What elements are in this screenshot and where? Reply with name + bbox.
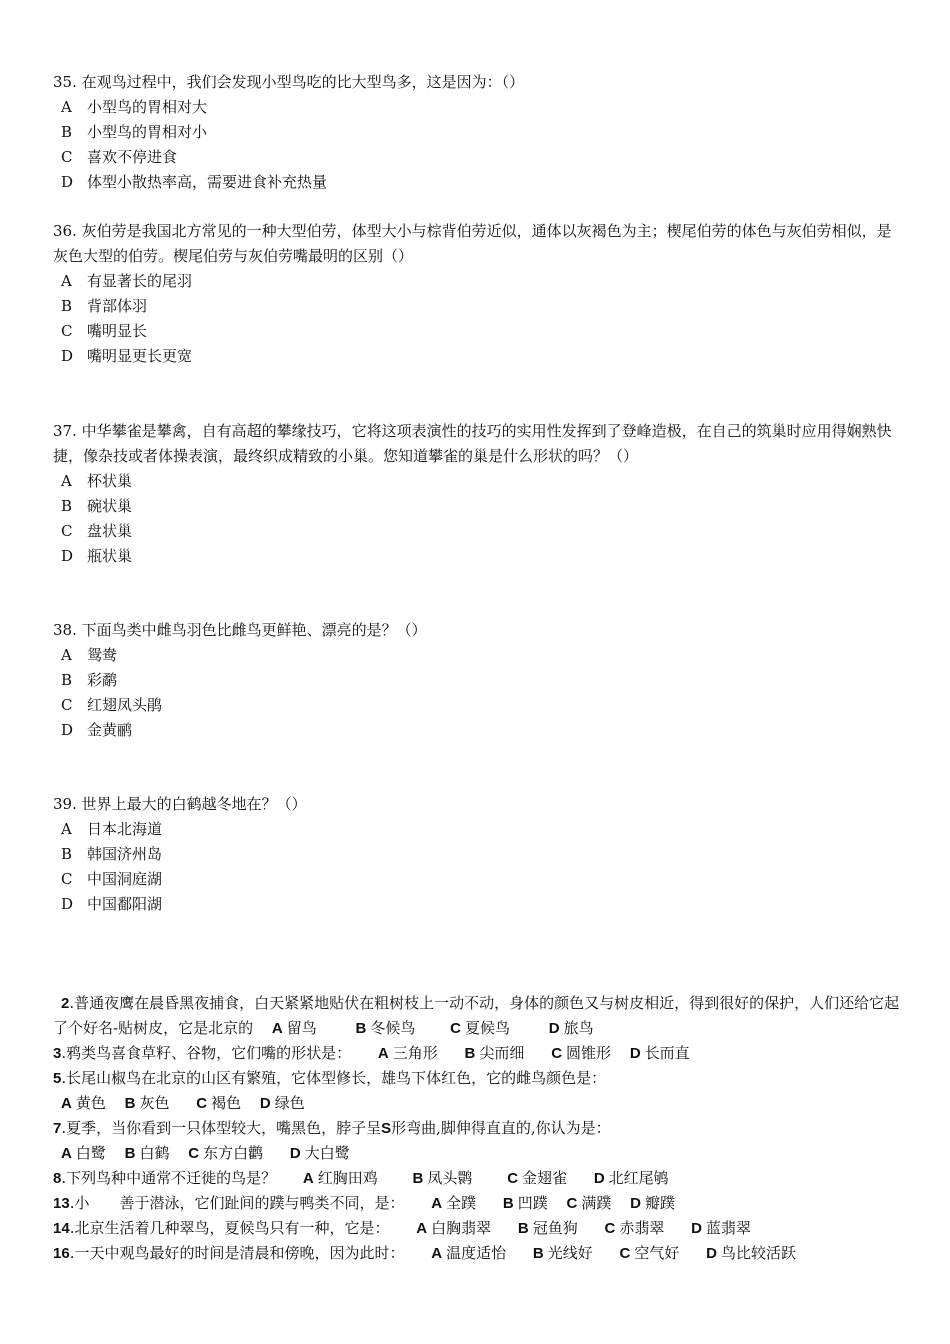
question-number: 5 [53, 1070, 62, 1087]
question-number: 8 [53, 1170, 62, 1187]
option-d-text: 鸟比较活跃 [721, 1244, 797, 1262]
option-c-text: 金翅雀 [522, 1169, 568, 1187]
option-c-text: 东方白鹳 [203, 1144, 264, 1162]
compact-question-block [53, 991, 903, 1266]
option-b: B 碗状巢 [61, 497, 133, 515]
option-a-text: 红胸田鸡 [317, 1169, 378, 1187]
question-5-options: A 黄色 B 灰色 C 褐色 D 绿色 [61, 1094, 305, 1112]
option-c-text: 空气好 [634, 1244, 680, 1262]
question-39 [53, 792, 901, 917]
question-36 [53, 219, 901, 369]
question-35 [53, 70, 901, 195]
option-b-text: 白鹤 [139, 1144, 170, 1162]
option-a-text: 白鹭 [75, 1144, 106, 1162]
option-d-text: 北红尾鸲 [608, 1169, 669, 1187]
question-text: .普通夜鹰在晨昏黑夜捕食，白天紧紧地贴伏在粗树枝上一动不动，身体的颜色又与树皮相近，得到很好的保护，人们还给它起了个好名-贴树皮，它是北京的 [53, 994, 900, 1037]
option-b: B 彩鹬 [61, 671, 118, 689]
question-stem: 38. 下面鸟类中雌鸟羽色比雌鸟更鲜艳、漂亮的是？（） [53, 621, 427, 639]
option-a: A 小型鸟的胃相对大 [61, 98, 208, 116]
question-16: 16.一天中观鸟最好的时间是清晨和傍晚，因为此时： A 温度适怡 B 光线好 C 空气好 D 鸟比较活跃 [53, 1244, 797, 1262]
question-number: 7 [53, 1120, 62, 1137]
option-c: C 红翅凤头鹃 [61, 696, 163, 714]
question-text: .长尾山椒鸟在北京的山区有繁殖，它体型修长，雄鸟下体红色，它的雌鸟颜色是： [61, 1069, 607, 1087]
option-d-text: 蓝翡翠 [706, 1219, 752, 1237]
option-b-text: 灰色 [139, 1094, 170, 1112]
question-number: 2 [61, 995, 70, 1012]
option-b: B 背部体羽 [61, 297, 148, 315]
question-13: 13.小 善于潜泳，它们趾间的蹼与鸭类不同，是： A 全蹼 B 凹蹼 C 满蹼 D 瓣蹼 [53, 1194, 676, 1212]
option-a-text: 黄色 [75, 1094, 106, 1112]
option-b-text: 凹蹼 [517, 1194, 548, 1212]
question-number: 3 [53, 1045, 62, 1062]
question-2: 2.普通夜鹰在晨昏黑夜捕食，白天紧紧地贴伏在粗树枝上一动不动，身体的颜色又与树皮相近，得到很好的保护，人们还给它起了个好名-贴树皮，它是北京的 A 留鸟 B 冬候鸟 C 夏候鸟 D 旅鸟 [53, 994, 900, 1037]
option-d-text: 瓣蹼 [645, 1194, 676, 1212]
option-a: A 杯状巢 [61, 472, 133, 490]
option-d-text: 长而直 [644, 1044, 690, 1062]
question-number: 16 [53, 1245, 70, 1262]
question-14: 14.北京生活着几种翠鸟，夏候鸟只有一种，它是： A 白胸翡翠 B 冠鱼狗 C 赤翡翠 D 蓝翡翠 [53, 1219, 752, 1237]
option-b-text: 冬候鸟 [370, 1019, 416, 1037]
question-number: 13 [53, 1195, 70, 1212]
option-a: A 日本北海道 [61, 820, 163, 838]
option-a-text: 全蹼 [446, 1194, 477, 1212]
question-text: .夏季，当你看到一只体型较大，嘴黑色，脖子呈 [61, 1119, 382, 1137]
question-stem: 39. 世界上最大的白鹤越冬地在？（） [53, 795, 307, 813]
option-c-text: 褐色 [211, 1094, 242, 1112]
question-stem: 37. 中华攀雀是攀禽，自有高超的攀缘技巧，它将这项表演性的技巧的实用性发挥到了登峰造极，在自己的筑巢时应用得娴熟快捷，像杂技或者体操表演，最终织成精致的小巢。您知道攀雀的巢是什么形状的吗？（） [53, 422, 892, 465]
question-text: .北京生活着几种翠鸟，夏候鸟只有一种，它是： [69, 1219, 390, 1237]
question-number: 14 [53, 1220, 70, 1237]
option-d-text: 绿色 [274, 1094, 305, 1112]
option-b: B 小型鸟的胃相对小 [61, 123, 208, 141]
option-c: C 中国洞庭湖 [61, 870, 163, 888]
option-c-text: 赤翡翠 [619, 1219, 665, 1237]
option-a: A 鸳鸯 [61, 646, 118, 664]
option-d: D 瓶状巢 [61, 547, 133, 565]
question-8: 8.下列鸟种中通常不迁徙的鸟是？ A 红胸田鸡 B 凤头鹮 C 金翅雀 D 北红尾鸲 [53, 1169, 669, 1187]
option-c: C 盘状巢 [61, 522, 133, 540]
question-37 [53, 419, 901, 569]
option-c: C 喜欢不停进食 [61, 148, 178, 166]
option-b: B 韩国济州岛 [61, 845, 163, 863]
option-c-text: 圆锥形 [566, 1044, 612, 1062]
option-a: A 有显著长的尾羽 [61, 272, 193, 290]
option-c-text: 满蹼 [581, 1194, 612, 1212]
option-d-text: 大白鹭 [304, 1144, 350, 1162]
question-7: 7.夏季，当你看到一只体型较大，嘴黑色，脖子呈S形弯曲,脚伸得直直的,你认为是： [53, 1119, 611, 1137]
option-d: D 中国鄱阳湖 [61, 895, 163, 913]
question-5 [53, 1066, 903, 1091]
question-38 [53, 618, 901, 743]
question-stem: 35. 在观鸟过程中，我们会发现小型鸟吃的比大型鸟多，这是因为：（） [53, 73, 525, 91]
option-b-text: 冠鱼狗 [532, 1219, 578, 1237]
option-c-text: 夏候鸟 [464, 1019, 510, 1037]
option-b-text: 光线好 [547, 1244, 593, 1262]
option-c: C 嘴明显长 [61, 322, 148, 340]
question-3: 3.鸦类鸟喜食草籽、谷物，它们嘴的形状是： A 三角形 B 尖而细 C 圆锥形 D 长而直 [53, 1044, 690, 1062]
question-7-options: A 白鹭 B 白鹤 C 东方白鹳 D 大白鹭 [61, 1144, 350, 1162]
option-a-text: 温度适怡 [446, 1244, 507, 1262]
question-text: .鸦类鸟喜食草籽、谷物，它们嘴的形状是： [61, 1044, 352, 1062]
option-a-text: 留鸟 [286, 1019, 317, 1037]
question-text: .小 善于潜泳，它们趾间的蹼与鸭类不同，是： [69, 1194, 405, 1212]
option-a-text: 三角形 [392, 1044, 438, 1062]
option-b-text: 尖而细 [479, 1044, 525, 1062]
option-d: D 金黄鹂 [61, 721, 133, 739]
question-text: .下列鸟种中通常不迁徙的鸟是？ [61, 1169, 277, 1187]
option-d: D 嘴明显更长更宽 [61, 347, 193, 365]
option-d-text: 旅鸟 [563, 1019, 594, 1037]
option-b-text: 凤头鹮 [427, 1169, 473, 1187]
option-d: D 体型小散热率高，需要进食补充热量 [61, 173, 328, 191]
option-a-text: 白胸翡翠 [431, 1219, 492, 1237]
question-stem: 36. 灰伯劳是我国北方常见的一种大型伯劳，体型大小与棕背伯劳近似，通体以灰褐色为主；楔尾伯劳的体色与灰伯劳相似，是灰色大型的伯劳。楔尾伯劳与灰伯劳嘴最明的区别（） [53, 222, 892, 265]
question-text: .一天中观鸟最好的时间是清晨和傍晚，因为此时： [69, 1244, 405, 1262]
